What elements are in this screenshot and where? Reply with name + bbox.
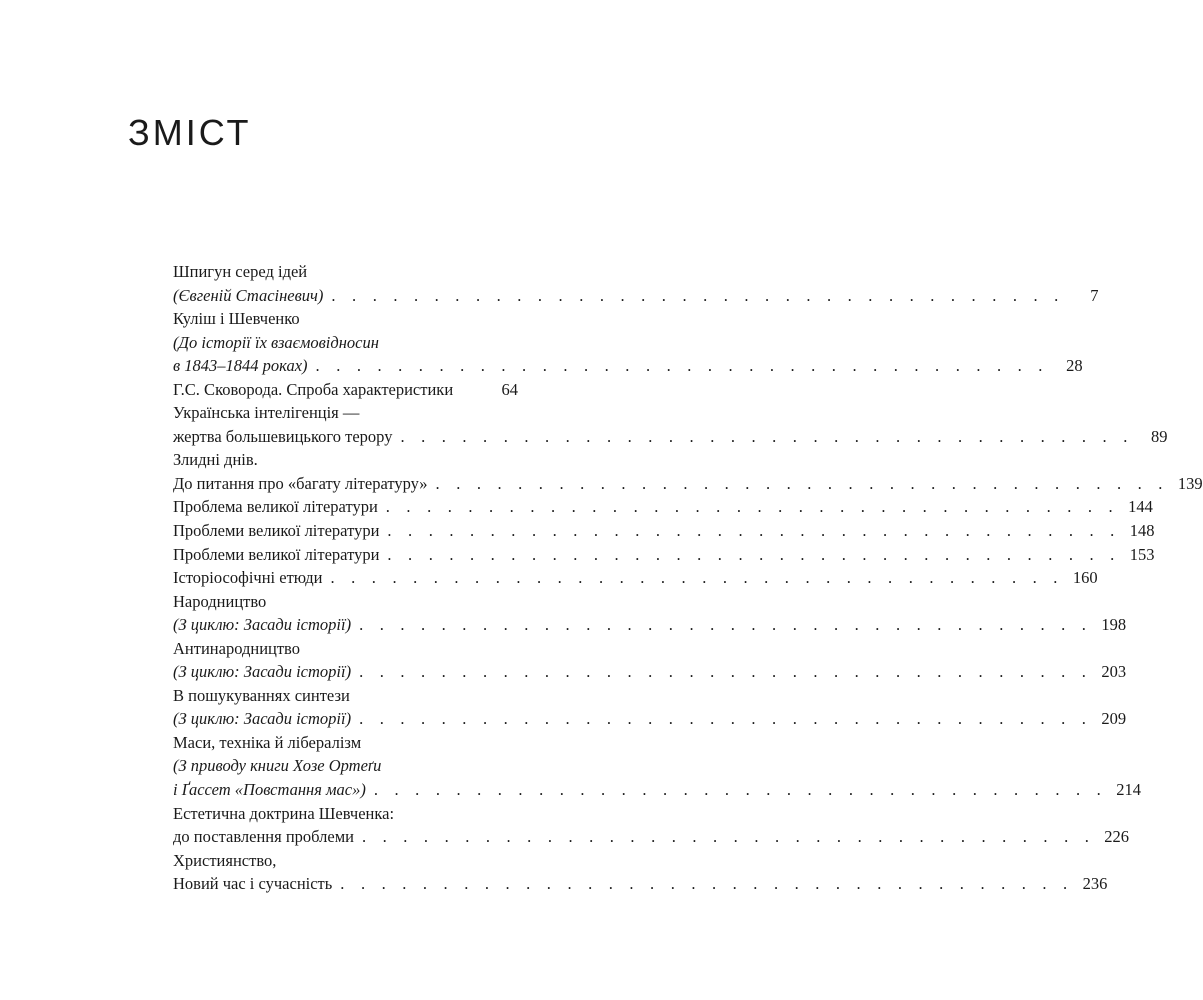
toc-line bbox=[173, 778, 1141, 802]
toc-line bbox=[173, 590, 518, 614]
toc-page-number: 64 bbox=[501, 379, 518, 399]
toc-entry-text: (Євгеній Стасіневич) bbox=[173, 285, 324, 305]
toc-line bbox=[173, 378, 518, 402]
toc-entry-text: Шпигун серед ідей bbox=[173, 262, 308, 281]
toc-entry-text: Проблеми великої літератури bbox=[173, 521, 380, 541]
toc-line bbox=[173, 754, 518, 778]
toc-line bbox=[173, 543, 1155, 567]
toc-line bbox=[173, 872, 1108, 896]
toc-line bbox=[173, 802, 518, 826]
toc-line bbox=[173, 849, 518, 873]
toc-line bbox=[173, 825, 1130, 849]
toc-page-number: 209 bbox=[1101, 709, 1127, 729]
toc-entry-text: і Ґассет «Повстання мас») bbox=[173, 780, 366, 800]
dot-leader: . . . . . . . . . . . . . . . . . . . . . . . . . . . . . . . . . . . . bbox=[387, 544, 1121, 564]
toc-line bbox=[173, 731, 518, 755]
toc-page-number: 214 bbox=[1116, 780, 1141, 800]
toc-page-number: 144 bbox=[1128, 497, 1153, 517]
toc-line bbox=[173, 684, 518, 708]
toc-entry-text: до поставлення проблеми bbox=[173, 827, 354, 847]
toc-entry-text: Новий час і сучасність bbox=[173, 874, 333, 894]
dot-leader: . . . . . . . . . . . . . . . . . . . . . . . . . . . . . . . . . . . . bbox=[361, 827, 1096, 847]
toc-line bbox=[173, 637, 518, 661]
toc-line bbox=[173, 566, 1098, 590]
toc-line bbox=[173, 307, 518, 331]
toc-entry-text: Християнство, bbox=[173, 850, 277, 870]
toc-page-number: 148 bbox=[1129, 521, 1155, 541]
toc-line bbox=[173, 284, 1099, 308]
toc-line bbox=[173, 472, 1203, 496]
toc-line bbox=[173, 519, 1155, 543]
toc-entry-text: жертва большевицького терору bbox=[173, 426, 393, 446]
dot-leader: . . . . . . . . . . . . . . . . . . . . . . . . . . . . . . . . . . . . bbox=[435, 473, 1169, 493]
toc-entry-text: Естетична доктрина Шевченка: bbox=[173, 803, 395, 823]
toc-entry-text: (З циклю: Засади історії) bbox=[173, 615, 352, 635]
toc-entry-text: В пошукуваннях синтези bbox=[173, 685, 350, 705]
dot-leader: . . . . . . . . . . . . . . . . . . . . . . . . . . . . . . . . . . . . bbox=[387, 521, 1121, 541]
toc-line bbox=[173, 660, 1127, 684]
toc-line bbox=[173, 613, 1127, 637]
dot-leader: . . . . . . . . . . . . . . . . . . . . . . . . . . . . . . . . . . . . bbox=[340, 874, 1074, 894]
toc-line bbox=[173, 260, 518, 284]
toc-page-number: 28 bbox=[1066, 356, 1083, 376]
dot-leader: . . . . . . . . . . . . . . . . . . . . . . . . . . . . . . . . . . . . bbox=[359, 709, 1093, 729]
toc-entry-text: (З приводу книги Хозе Ортеґи bbox=[173, 756, 382, 776]
toc-entry-text: Злидні днів. bbox=[173, 450, 258, 470]
dot-leader: . . . . . . . . . . . . . . . . . . . . . . . . . . . . . . . . . . . . bbox=[359, 615, 1093, 635]
toc-entry-text: (До історії їх взаємовідносин bbox=[173, 332, 379, 352]
toc-page-number: 198 bbox=[1101, 615, 1127, 635]
toc-page-number: 89 bbox=[1151, 426, 1168, 446]
dot-leader: . . . . . . . . . . . . . . . . . . . . . . . . . . . . . . . . . . . . bbox=[330, 568, 1064, 588]
toc-page-number: 160 bbox=[1072, 568, 1098, 588]
toc-entry-text: в 1843–1844 роках) bbox=[173, 356, 308, 376]
toc-entry-text: До питання про «багату літературу» bbox=[173, 473, 428, 493]
toc-entry-text: Проблема великої літератури bbox=[173, 497, 378, 517]
toc-page-number: 203 bbox=[1101, 662, 1127, 682]
page-title: ЗМІСТ bbox=[128, 112, 252, 153]
toc-entry-text: Маси, техніка й лібералізм bbox=[173, 732, 362, 752]
toc-entry-text: Г.С. Сковорода. Спроба характеристики bbox=[173, 379, 454, 399]
dot-leader: . . . . . . . . . . . . . . . . . . . . . . . . . . . . . . . . . . . . bbox=[359, 662, 1093, 682]
toc-entry-text: Українська інтелігенція — bbox=[173, 403, 360, 423]
toc-page-number: 7 bbox=[1090, 285, 1099, 305]
toc-page-number: 139 bbox=[1177, 473, 1203, 493]
toc-page-number: 236 bbox=[1082, 874, 1108, 894]
dot-leader: . . . . . . . . . . . . . . . . . . . . . . . . . . . . . . . . . . . . bbox=[331, 285, 1065, 305]
dot-leader: . . . . . . . . . . . . . . . . . . . . . . . . . . . . . . . . . . . . bbox=[373, 780, 1107, 800]
toc-line bbox=[173, 331, 518, 355]
toc-entry-text: (З циклю: Засади історії) bbox=[173, 662, 352, 682]
toc-entry-text: Куліш і Шевченко bbox=[173, 309, 300, 329]
toc-line bbox=[173, 495, 1153, 519]
toc-page-number: 226 bbox=[1104, 827, 1130, 847]
toc-line bbox=[173, 354, 1083, 378]
toc-entry-text: (З циклю: Засади історії) bbox=[173, 709, 352, 729]
toc-entry-text: Антинародництво bbox=[173, 638, 300, 658]
toc-entry-text: Історіософічні етюди bbox=[173, 568, 323, 588]
toc-entry-text: Народництво bbox=[173, 591, 267, 611]
toc-line bbox=[173, 401, 518, 425]
toc-line bbox=[173, 425, 1168, 449]
dot-leader: . . . . . . . . . . . . . . . . . . . . . . . . . . . . . . . . . . . . bbox=[385, 497, 1119, 517]
table-of-contents bbox=[173, 260, 1203, 896]
toc-entry-text: Проблеми великої літератури bbox=[173, 544, 380, 564]
dot-leader: . . . . . . . . . . . . . . . . . . . . . . . . . . . . . . . . . . . . bbox=[315, 356, 1049, 376]
toc-line bbox=[173, 707, 1127, 731]
toc-page-number: 153 bbox=[1129, 544, 1155, 564]
dot-leader: . . . . . . . . . . . . . . . . . . . . . . . . . . . . . . . . . . . . bbox=[400, 426, 1134, 446]
toc-line bbox=[173, 448, 518, 472]
